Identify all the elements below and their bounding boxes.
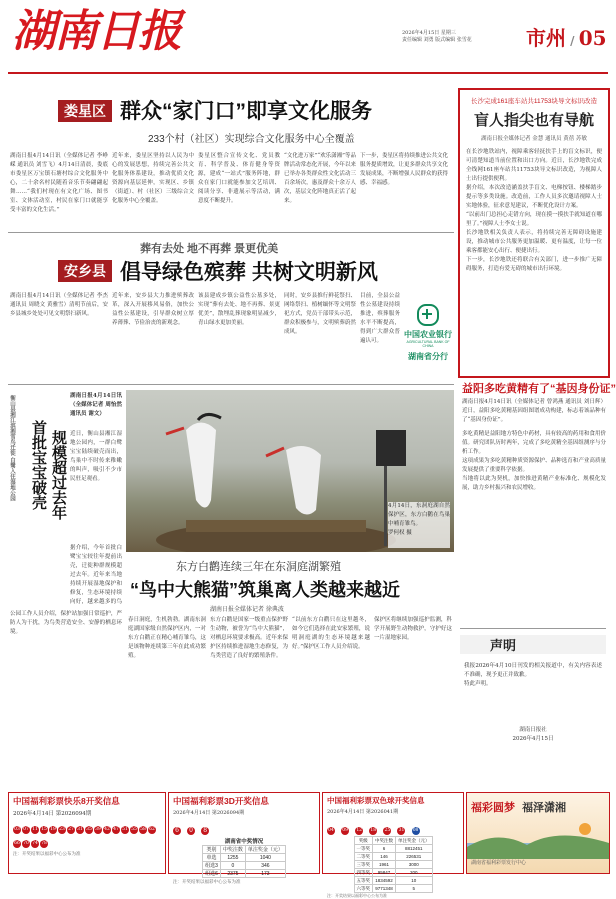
- photo-credit: 罗何权 摄: [388, 530, 412, 536]
- table-cell: 6: [373, 845, 396, 853]
- lottery-3d: [168, 792, 320, 885]
- welfare-org: 湖南省福利彩票发行中心: [471, 860, 527, 866]
- table-cell: 9771348: [373, 885, 396, 893]
- lottery-kl8-title: 中国福利彩票快乐8开奖信息: [13, 796, 120, 806]
- box-paragraph: “以前出门总担心走错方向，现在摸一摸扶手就知道在哪里了。”视障人士李女士说。: [466, 212, 602, 227]
- section-title: 市州: [526, 26, 566, 50]
- story3-headline-2: 规模超过去年: [50, 430, 67, 520]
- bank-ad[interactable]: [402, 304, 454, 374]
- story4-col-1: 春日洞庭，生机勃勃。湖南东洞庭湖国家级自然保护区内，一对东方白鹳正在精心哺育雏鸟，这是该物种连续第三年在此成功繁殖。: [128, 617, 206, 659]
- table-cell: 组选3: [203, 862, 221, 870]
- masthead-editors: 责任编辑 刘勇 版式编辑 张雪花: [402, 37, 472, 43]
- lottery-3d-table: [202, 845, 286, 878]
- notice-signature-org: 湖南日报社: [519, 727, 547, 733]
- table-cell: 六等奖: [354, 885, 373, 893]
- story1-col-2: 娄星区整合宣传文化、党员教育、科学普及、体育健身等资源，建成“一站式”服务阵地，群众在家门口就能参加文艺培训、阅读分享、非遗展示等活动，满意度不断提升。: [198, 153, 280, 204]
- story1-col-3: “文化进万家”“欢乐潇湘”等品牌活动常态化开展，今年以来已举办各类群众性文化活动三百余场次，惠及群众十余万人次，基层文化阵地真正活了起来。: [284, 153, 356, 204]
- table-cell: 1834592: [373, 877, 396, 885]
- divider: [8, 384, 454, 385]
- photo-caption: [388, 502, 450, 548]
- table-cell: 8812451: [396, 845, 433, 853]
- section-name: 市州 / 05: [526, 26, 607, 50]
- notice-signature: [460, 726, 606, 744]
- bank-name: 中国农业银行: [404, 330, 452, 339]
- story5-paragraph: 当地将以此为契机，加快推进黄精产业标准化、规模化发展，助力乡村振兴和农民增收。: [462, 476, 606, 491]
- lottery-ssq-title: 中国福利彩票双色球开奖信息: [327, 796, 425, 805]
- lottery-3d-table-title: 湖南省中奖情况: [224, 839, 264, 845]
- masthead-logo: 湖南日报: [12, 6, 180, 57]
- masthead-rule: [8, 72, 608, 74]
- table-cell: 1961: [373, 861, 396, 869]
- story3-col-3: 公园工作人员介绍，保护站加强日常巡护，严防人为干扰，为鸟类营造安全、安静的栖息环境。: [10, 611, 122, 635]
- story2-kicker: 葬有去处 地不再葬 景更优美: [140, 243, 279, 255]
- table-row: [354, 853, 432, 861]
- story5-paragraph: 多吃黄精是益阳地方特色中药材，具有较高的药用和食用价值。研究团队历时两年，完成了多吃黄精全基因组测序与分析工作。: [462, 431, 606, 455]
- box-paragraph: 在长沙地铁站内，视障乘客轻抚扶手上的盲文标识，便可清楚知道当前位置和出口方向。近日，长沙地铁完成全线网161座车站共11753块导文标识改造，为视障人士出行提供便利。: [466, 149, 602, 182]
- lottery-red-ball: 27: [68, 827, 74, 832]
- masthead-meta: [402, 30, 472, 44]
- table-row: [354, 885, 432, 893]
- table-cell: 组选6: [203, 870, 221, 878]
- lottery-kl8: [8, 792, 166, 874]
- lottery-3d-number: 0: [187, 827, 195, 835]
- welfare-brand-name: 福彩圆梦: [471, 802, 515, 814]
- table-cell: 10: [396, 877, 433, 885]
- story1-headline: 群众“家门口”即享文化服务: [120, 100, 372, 123]
- story3-headline-1: 首批宝宝破壳: [30, 420, 47, 510]
- table-cell: 五等奖: [354, 877, 373, 885]
- table-cell: 二等奖: [354, 853, 373, 861]
- lottery-red-ball: 04: [328, 828, 334, 833]
- lottery-3d-title: 中国福利彩票3D开奖信息: [173, 796, 269, 806]
- table-header: [203, 846, 286, 854]
- lottery-red-ball: 35: [86, 827, 92, 832]
- story2-headline: 倡导绿色殡葬 共树文明新风: [120, 261, 378, 284]
- lottery-3d-note: 注：开奖结果以福彩中心公布为准: [173, 880, 241, 885]
- table-cell: 一等奖: [354, 845, 373, 853]
- table-row: [354, 869, 432, 877]
- box-paragraph: 据介绍，本次改造涵盖扶手盲文、电梯按钮、楼梯踏步提示等多类设施。改造前，工作人员多次邀请视障人士实地体验，征求意见建议，不断优化设计方案。: [466, 185, 602, 209]
- table-cell: 200: [396, 869, 433, 877]
- table-cell: 95847: [373, 869, 396, 877]
- story2-col-4: 目前，全县公益性公墓建设持续推进，殡葬服务水平不断提高，得到广大群众普遍认可。: [360, 293, 400, 344]
- divider: [8, 232, 454, 233]
- story3-kicker: 衡山县湘江滨湘雪鸟迁徙 白鹭入住湿地公园: [9, 395, 15, 502]
- lottery-ssq-table: [354, 836, 433, 893]
- box-byline: 湖南日报全媒体记者 金慧 通讯员 黄蓓 苏敏: [481, 136, 587, 142]
- lottery-red-ball: 11: [32, 827, 38, 832]
- lottery-red-ball: 09: [342, 828, 348, 833]
- story1-col-1: 近年来，娄星区坚持以人民为中心的发展思想，持续完善公共文化服务体系建设，推动优质文化资源向基层延伸，实现区、乡镇（街道）、村（社区）三级综合文化服务中心全覆盖。: [112, 153, 194, 204]
- table-header-cell: 单注奖金（元）: [245, 846, 285, 854]
- lottery-red-ball: 66: [14, 841, 20, 846]
- lottery-red-ball: 78: [41, 841, 47, 846]
- notice-paragraph: 特此声明。: [464, 681, 492, 687]
- table-row: [354, 845, 432, 853]
- table-cell: 三等奖: [354, 861, 373, 869]
- stork-photo: [126, 390, 454, 552]
- table-row: [203, 854, 286, 862]
- lottery-kl8-note: 注：开奖结果以福彩中心公布为准: [13, 852, 81, 857]
- lottery-red-ball: 03: [14, 827, 20, 832]
- table-header-cell: 中奖注数: [373, 837, 396, 845]
- table-row: [203, 870, 286, 878]
- story3-col-2: 据介绍，今年首批白鹭宝宝较往年提前出壳，迁徙种群规模超过去年。近年来当地持续开展湿地保护和修复，生态环境持续向好，越来越多的鸟: [70, 545, 122, 604]
- story1-col-4: 下一步，娄星区将持续推进公共文化服务提质增效，让更多群众共享文化发展成果，不断增强人民群众的获得感、幸福感。: [360, 153, 448, 186]
- lottery-red-ball: 23: [59, 827, 65, 832]
- lottery-red-ball: 15: [41, 827, 47, 832]
- table-cell: 0: [220, 862, 245, 870]
- table-cell: 173: [245, 870, 285, 878]
- lottery-ssq-note: 注：开奖结果以福彩中心公布为准: [327, 893, 387, 898]
- table-row: [354, 877, 432, 885]
- lottery-red-ball: 74: [32, 841, 38, 846]
- bank-branch: 湖南省分行: [408, 352, 448, 361]
- abc-logo-icon: [417, 304, 439, 326]
- story4-col-2: 东方白鹳是国家一级重点保护野生动物，被誉为“鸟中大熊猫”，对栖息环境要求极高。近年来保护区持续推进湿地生态修复，为鸟类营造了良好的繁殖条件。: [210, 617, 288, 659]
- story2-col-3: 同时，安乡县推行鲜花祭扫、网络祭扫、植树缅怀等文明祭祀方式，党员干部带头示范，群众积极参与，文明殡葬蔚然成风。: [284, 293, 356, 335]
- lottery-red-ball: 31: [398, 828, 405, 833]
- story5-headline: 益阳多吃黄精有了“基因身份证”: [462, 383, 616, 395]
- box-kicker: 长沙完成161座车站共11753块导文标识改造: [471, 98, 597, 105]
- lottery-3d-number: 6: [173, 827, 181, 835]
- lottery-kl8-balls: [9, 817, 165, 851]
- story5-body: [462, 430, 606, 516]
- welfare-brand: [467, 793, 609, 815]
- lottery-3d-number: 8: [201, 827, 209, 835]
- table-cell: 1255: [220, 854, 245, 862]
- story2-lede: 湖南日报4月14日讯（全媒体记者 李杰 通讯员 周晓文 黄雅雪）清明节前后，安乡县城乡处处可见文明祭扫新风。: [10, 293, 108, 317]
- lottery-red-ball: 07: [23, 827, 29, 832]
- welfare-ad[interactable]: [466, 792, 610, 874]
- table-cell: 2375: [220, 870, 245, 878]
- lottery-red-ball: 12: [356, 828, 363, 833]
- lottery-red-ball: 31: [77, 827, 83, 832]
- lottery-red-ball: 51: [122, 827, 128, 832]
- notice-box: [460, 628, 606, 765]
- story2-col-2: 该县建成乡镇公益性公墓多处，实现“葬有去处、地不再葬、景更优美”，散埋乱葬现象明显减少，青山绿水更加美丽。: [198, 293, 280, 326]
- box-paragraph: 长沙地铁相关负责人表示，将持续完善无障碍设施建设，推动城市公共服务更加温暖、更有温度，让每一位乘客都能安心出行、便捷出行。: [466, 230, 602, 254]
- lottery-red-ball: 55: [131, 827, 137, 832]
- story1-lede: 湖南日报4月14日讯（全媒体记者 李峥嵘 通讯员 刘雪飞）4月14日清晨，娄底市娄星区万宝镇石塘村综合文化服务中心，二十余名村民随着音乐节奏翩翩起舞……“我们村现在有文化广场、图书室、文体活动室，村民在家门口就能享受丰富的文化生活。”: [10, 153, 108, 213]
- table-cell: 346: [245, 862, 285, 870]
- table-header-cell: 中奖注数: [220, 846, 245, 854]
- table-cell: 1040: [245, 854, 285, 862]
- lottery-red-ball: 70: [23, 841, 29, 846]
- page-number: 05: [578, 26, 607, 50]
- welfare-slogan: 福泽潇湘: [522, 802, 567, 814]
- lottery-3d-issue: 2026年4月14日 第2026094期: [173, 810, 245, 816]
- story4-col-4: 保护区将继续加强巡护监测，科学开展野生动物救护，守护好这一片湿地家园。: [374, 617, 452, 641]
- story3-col-1: 近日，衡山县湘江湿地公园内，一群白鹭宝宝陆续破壳而出，鸟巢中不时传来稚嫩的叫声，吸引不少市民驻足观看。: [70, 431, 122, 482]
- story4-col-3: “以前东方白鹳只在这里越冬，如今它们选择在此安家繁殖，说明洞庭湖的生态环境越来越好。”保护区工作人员介绍说。: [292, 617, 370, 650]
- bank-name-en: AGRICULTURAL BANK OF CHINA: [406, 340, 450, 348]
- notice-signature-date: 2026年4月15日: [512, 736, 554, 742]
- masthead-date: 2026年4月15日 星期三: [402, 30, 456, 36]
- story2-tag: 安乡县: [58, 260, 112, 282]
- table-cell: 四等奖: [354, 869, 373, 877]
- lottery-ssq: [322, 792, 464, 898]
- table-row: [354, 861, 432, 869]
- box-headline: 盲人指尖也有导航: [473, 112, 594, 129]
- lottery-red-ball: 19: [50, 827, 56, 832]
- table-cell: 5: [396, 885, 433, 893]
- lottery-red-ball: 47: [113, 827, 119, 832]
- table-header: [354, 837, 432, 845]
- lottery-blue-ball: 08: [412, 828, 419, 833]
- photo-caption-text: 4月14日，东洞庭湖自然保护区，东方白鹳在鸟巢中哺育雏鸟。: [388, 503, 450, 527]
- story2-col-1: 近年来，安乡县大力推进殡葬改革，深入开展移风易俗，加快公益性公墓建设，引导群众树立厚养薄葬、节俭治丧的新观念。: [112, 293, 194, 326]
- table-cell: 单选: [203, 854, 221, 862]
- notice-body: [464, 662, 602, 722]
- lottery-ssq-issue: 2026年4月14日 第2026041期: [327, 809, 399, 815]
- table-header-cell: 类别: [203, 846, 221, 854]
- lottery-red-ball: 62: [149, 827, 155, 832]
- story4-kicker: 东方白鹳连续三年在东洞庭湖繁殖: [176, 561, 341, 573]
- notice-paragraph: 我报2026年4月10日刊发的相关报道中，有关内容表述不准确，现予更正并致歉。: [464, 663, 602, 678]
- lottery-red-ball: 18: [370, 828, 377, 833]
- story3-lede: 湖南日报4月14日讯（全媒体记者 周怡然 通讯员 谢文）: [70, 393, 122, 417]
- lottery-ssq-balls: [323, 815, 463, 836]
- table-cell: 3000: [396, 861, 433, 869]
- table-cell: 226531: [396, 853, 433, 861]
- box-body: [466, 148, 602, 374]
- lottery-3d-numbers: [169, 816, 319, 837]
- story5-lede: 湖南日报4月14日讯（全媒体记者 曾鸿燕 通讯员 刘日辉）近日，益阳多吃黄精基因组图谱成功构建，标志着该品种有了“基因身份证”。: [462, 399, 606, 423]
- lottery-red-ball: 25: [384, 828, 391, 833]
- lottery-red-ball: 39: [95, 827, 101, 832]
- story1-tag: 娄星区: [58, 100, 112, 122]
- box-paragraph: 下一步，长沙地铁还将联合有关部门，进一步推广无障碍服务，打造有爱无碍的城市出行环境。: [466, 257, 602, 272]
- metro-story-box: [458, 88, 610, 378]
- table-cell: 146: [373, 853, 396, 861]
- table-header-cell: 奖级: [354, 837, 373, 845]
- lottery-red-ball: 42: [104, 827, 110, 832]
- lottery-red-ball: 58: [140, 827, 146, 832]
- story4-headline: “鸟中大熊猫”筑巢离人类越来越近: [130, 580, 400, 600]
- table-header-cell: 单注奖金（元）: [396, 837, 433, 845]
- notice-title: 声明: [460, 635, 606, 654]
- table-row: [203, 862, 286, 870]
- story1-subhead: 233个村（社区）实现综合文化服务中心全覆盖: [148, 134, 355, 145]
- story5-paragraph: 这项成果为多吃黄精种质资源保护、品种选育和产业高质量发展提供了重要科学依据。: [462, 458, 606, 473]
- welfare-scene-icon: [467, 819, 609, 859]
- lottery-kl8-issue: 2026年4月14日 第2026094期: [13, 811, 92, 817]
- story4-byline: 湖南日报全媒体记者 徐典波: [210, 606, 284, 613]
